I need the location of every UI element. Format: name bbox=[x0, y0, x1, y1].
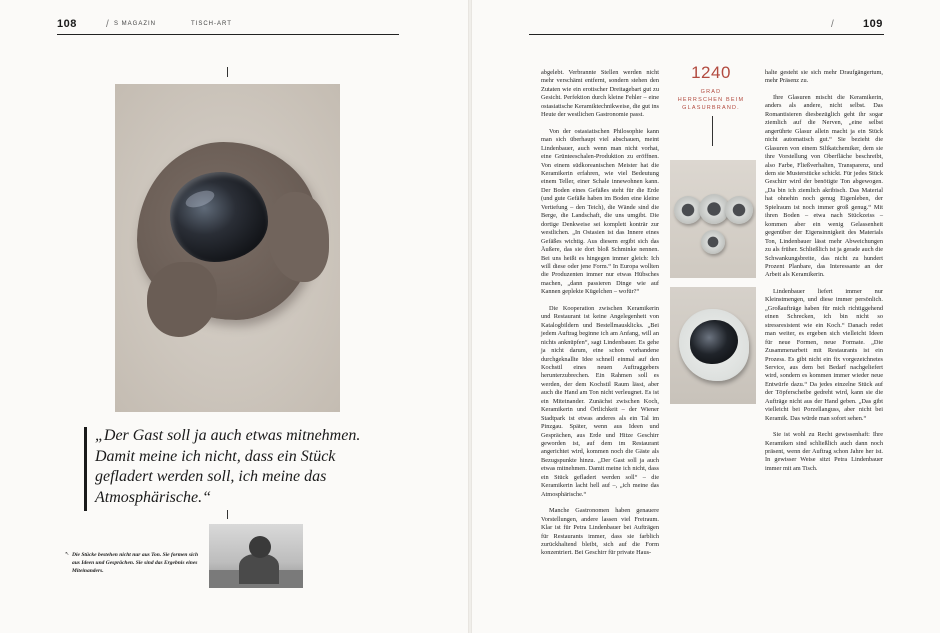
section-name: TISCH-ART bbox=[191, 21, 232, 27]
paragraph: abgelebt. Verbrannte Stellen werden nicht mehr verschämt entfernt, sondern stehen den Zutaten wie ein erotischer Dreitagebart gut zu Gesicht. Perfektion durch kleine Fehler – eine ostasiatische Keramiktechnikweise, die gut ins Heute der westlichen Gastronomie passt. bbox=[541, 69, 659, 119]
article-column-2 bbox=[765, 69, 883, 473]
pull-quote-bar bbox=[84, 427, 87, 511]
paragraph: Lindenbauer liefert immer nur Kleinstmengen, und diese immer persönlich. „Großaufträge haben für mich richtiggehend einen Schrecken, ich bin nicht so stressresistent wie ein Koch.“ Danach redet man weiter, es ergeben sich vielleicht Ideen für neue Formen, neue Formate. „Die Zusammenarbeit mit Restaurants ist ein Prozess. Es gibt nicht ein fix vorgezeichnetes Service, aus dem bei Bedarf nachgeliefert wird, sondern es kommen immer wieder neue Entwürfe dazu.“ Da jedes einzelne Stück auf der Töpferscheibe gedreht wird, kann sie die Aufträge nicht aus der Hand geben. „Das gibt vielleicht bei Porzellanguss, aber nicht bei Keramik. Das würde man sofort sehen.“ bbox=[765, 287, 883, 422]
paragraph: Ihre Glasuren mischt die Keramikerin, anders als andere, nicht selbst. Das Romantisieren diesbezüglich geht ihr sogar ziemlich auf die Nerven, „eine selbst angerührte Glasur allein macht ja ein Stück nicht automatisch gut.“ Sie bezieht die Glasuren von einem Silikatchemiker, dem sie ihre Vorstellung von Oberfläche beschreibt, also Farbe, Fließverhalten, Transparenz, und dem sie Musterstücke schickt. Für jedes Stück Geschirr wird der benötigte Ton abgewogen. „Da bin ich ziemlich akribisch. Das Material hat ohnehin noch genug Eigenleben, der Spielraum ist noch immer groß genug.“ Mit ihren Boden – etwa nach Stückzeiss – kommen aber ein wenig Gelassenheit gegenüber der Eigensinnigkeit des Materials Ton, Lindenbauer lässt mehr Abweichungen zu als früher. Schließlich ist ja gerade auch die Schwankungsbreite, das nicht zu hundert Prozent Planbare, das Interessante an der Arbeit als Keramikerin. bbox=[765, 93, 883, 279]
photo-caption: Die Stücke bestehen nicht nur aus Ton. Sie formen sich aus Ideen und Gesprächen. Sie sind das Ergebnis eines Miteinanders. bbox=[72, 552, 199, 574]
cup bbox=[701, 230, 725, 254]
header-slash-left: / bbox=[106, 19, 109, 30]
glaze-pool bbox=[170, 172, 268, 262]
cup bbox=[674, 196, 702, 224]
header-rule-left bbox=[57, 34, 399, 35]
paragraph: halte gesteht sie sich mehr Draufgängertum, mehr Präsenz zu. bbox=[765, 69, 883, 85]
potter-photo bbox=[209, 524, 303, 588]
paragraph: Sie ist wohl zu Recht gewissenhaft: Ihre Keramiken sind schließlich auch dann noch präsent, wenn der Auftrag schon Jahre her ist. In gewisser Weise sitzt Petra Lindenbauer immer mit am Tisch. bbox=[765, 431, 883, 472]
caption-arrow-icon: ↖ bbox=[65, 551, 70, 557]
cup bbox=[725, 196, 753, 224]
header-rule-right bbox=[529, 34, 884, 35]
highlight-number: 1240 bbox=[691, 63, 731, 82]
paragraph: Von der ostasiatischen Philosophie kann man sich überhaupt viel abschauen, meint Lindenbauer, auch wenn man nicht vorhat, eine Grünteeschalen-Produktion zu eröffnen. Von einem südkoreanischen Meister hat die Keramikerin erfahren, wie viel Bedeutung einem Teller, einer Schale innewohnen kann. Der Boden eines Gefäßes steht für die Erde (und gute Gefäße haben im Boden eine kleine Vertiefung – den Teich), die Wände sind die Berge, die Landschaft, die uns umgibt. Die dortige Denkweise sei komplett konträr zur westlichen. „In Ostasien ist das Innere eines Gefäßes wichtig. Aus diesem ergibt sich das Äußere, das sie dort bloß Schminke nennen. Bei uns heißt es hingegen immer gleich: Ich will diese oder jene Form.“ In Europa wollten die Produzenten immer nur etwas Hübsches machen, „dann passieren Dinge wie auf Kannen geplekte Kügelchen – wofür?“ bbox=[541, 127, 659, 296]
ceramic-plate-photo bbox=[115, 84, 340, 412]
paragraph: Manche Gastronomen haben genauere Vorstellungen, andere lassen viel Freiraum. Klar ist für Petra Lindenbauer bei Aufträgen für Restaurants immer, dass sie farblich zurückhaltend bleibt, sich auf die Form konzentriert. Bei Geschirr für private Haus- bbox=[541, 507, 659, 557]
cups-photo bbox=[670, 160, 756, 278]
pull-quote: „Der Gast soll ja auch etwas mitnehmen. Damit meine ich nicht, dass ein Stück gefladert werden soll, ich meine das Atmosphärische.“ bbox=[95, 427, 361, 506]
header-slash-right: / bbox=[831, 19, 834, 30]
page-number-right: 109 bbox=[863, 18, 883, 30]
bottom-tick-left bbox=[227, 510, 228, 519]
paragraph: Die Kooperation zwischen Keramikerin und Restaurant ist keine Angelegenheit von Katalogbildern und Bestellmausklicks. „Bei jedem Auftrag beginne ich am Anfang, will an nichts anknüpfen“, sagt Lindenbauer. Es gehe ja nicht darum, eine schon vorhandene durchgeknallte Idee schnell einmal auf den Kochstil eines neuen Auftraggebers herunterzubrechen. Ein Rahmen soll es werden, der dem Kochstil Raum lässt, aber auch die Hand am Ton nicht verleugnet. Es ist ein Miteinander. Zunächst zwischen Koch, Keramikerin und Örtlichkeit – der Wiener Stadtpark ist etwas anderes als ein Tal im Pinzgau. Später, wenn aus Ideen und Gesprächen, aus Erde und Hitze Geschirr geworden ist, auf dem im Restaurant angerichtet wird, kommen noch die Gäste als Bezugspunkte hinzu. „Der Gast soll ja auch etwas mitnehmen. Damit meine ich nicht, dass ein Stück gefladert werden soll“ – die Keramikerin lacht hell auf –, „ich meine das Atmosphärische.“ bbox=[541, 304, 659, 498]
highlight-rule bbox=[712, 116, 713, 146]
top-tick-left bbox=[227, 67, 228, 77]
magazine-name: S MAGAZIN bbox=[114, 21, 157, 27]
left-page bbox=[0, 0, 468, 633]
highlight-caption: GRAD HERRSCHEN BEIM GLASURBRAND. bbox=[677, 89, 745, 111]
article-column-1 bbox=[541, 69, 659, 558]
page-number-left: 108 bbox=[57, 18, 77, 30]
plate-photo bbox=[670, 287, 756, 404]
